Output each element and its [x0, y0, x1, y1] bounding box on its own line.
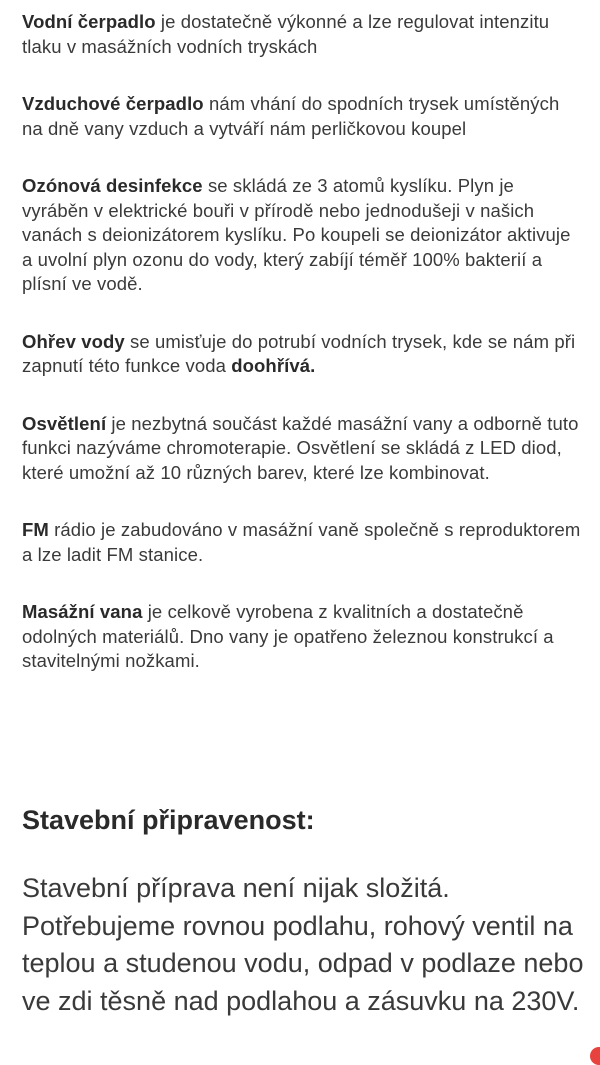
paragraph-water-heating: [22, 330, 582, 379]
term-air-pump: Vzduchové čerpadlo: [22, 93, 204, 114]
term-water-heating: Ohřev vody: [22, 330, 125, 352]
paragraph-ozone: [22, 174, 582, 297]
term-reheats: doohřívá.: [231, 355, 316, 376]
term-bathtub: Masážní vana: [22, 601, 143, 622]
desc-water-heating: se umisťuje do potrubí vodních trysek, kde se nám při zapnutí této funkce voda: [22, 330, 576, 376]
term-lighting: Osvětlení: [22, 412, 107, 434]
desc-fm: rádio je zabudováno v masážní vaně společně s reproduktorem a lze ladit FM stanice.: [22, 519, 581, 565]
section-intro: Stavební příprava není nijak složitá. Potřebujeme rovnou podlahu, rohový ventil na teplou a studenou vodu, odpad v podlaze nebo ve zdi těsně nad podlahou a zásuvku na 230V.: [22, 873, 584, 1016]
term-ozone: Ozónová desinfekce: [22, 175, 203, 196]
corner-accent-mark: [590, 1047, 600, 1065]
paragraph-lighting: [22, 412, 582, 486]
paragraph-bathtub: [22, 600, 582, 674]
term-water-pump: Vodní čerpadlo: [22, 11, 156, 32]
feature-list: [22, 10, 582, 707]
desc-bathtub: je celkově vyrobena z kvalitních a dostatečně odolných materiálů. Dno vany je opatřeno železnou konstrukcí a stavitelnými nožkami.: [22, 601, 554, 671]
paragraph-water-pump: [22, 10, 582, 59]
desc-air-pump: nám vhání do spodních trysek umístěných na dně vany vzduch a vytváří nám perličkovou koupel: [22, 93, 560, 139]
paragraph-air-pump: [22, 92, 582, 141]
desc-ozone: se skládá ze 3 atomů kyslíku. Plyn je vyráběn v elektrické bouři v přírodě nebo jednodušeji v našich vanách s deionizátorem kyslíku. Po koupeli se deionizátor aktivuje a uvolní plyn ozonu do vody, který zabíjí téměř 100% bakterií a plísní ve vodě.: [22, 175, 571, 294]
desc-water-pump: je dostatečně výkonné a lze regulovat intenzitu tlaku v masážních vodních tryskách: [22, 11, 550, 57]
section-heading: Stavební připravenost:: [22, 805, 315, 835]
paragraph-fm-radio: [22, 518, 582, 567]
term-fm: FM: [22, 519, 49, 540]
desc-lighting: je nezbytná součást každé masážní vany a odborně tuto funkci nazýváme chromoterapie. Osvětlení se skládá z LED diod, které umožní až 10 různých barev, které lze kombinovat.: [22, 412, 579, 483]
